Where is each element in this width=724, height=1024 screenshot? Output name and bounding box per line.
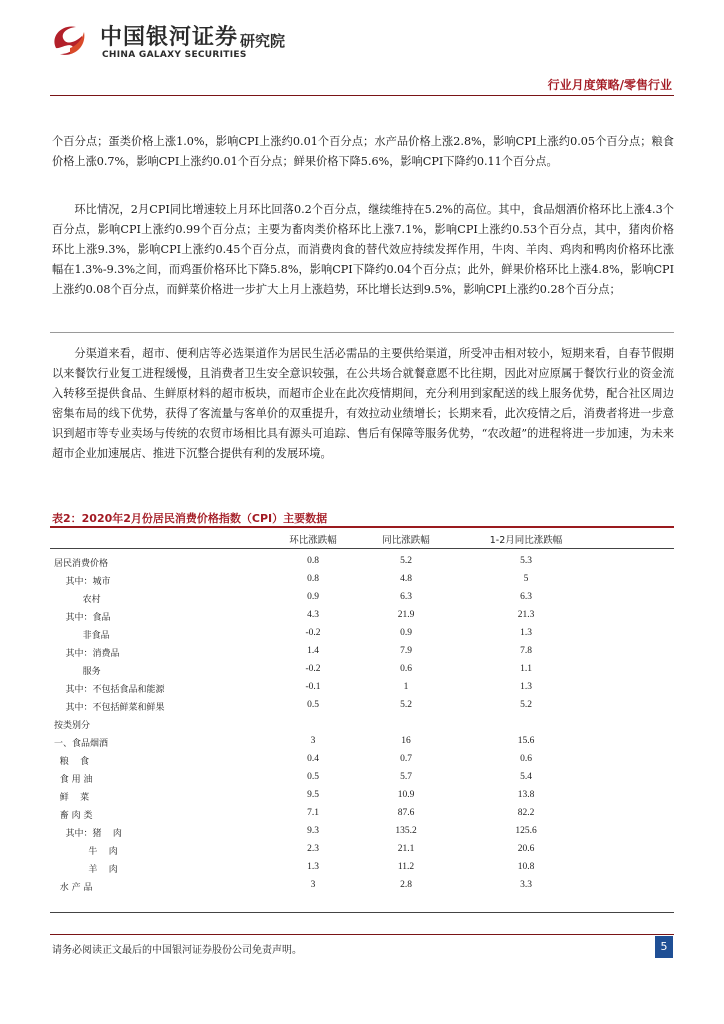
row-label: 鲜 菜 [54,793,90,803]
cell-mom: 2.3 [307,844,319,854]
col-header-yoy: 同比涨跌幅 [382,535,430,546]
table-row [50,805,674,823]
institute-label: 研究院 [240,32,286,50]
col-header-mom: 环比涨跌幅 [289,535,337,546]
galaxy-logo-icon [46,18,90,62]
cell-ytd: 10.8 [517,862,535,872]
org-name-cn: 中国银河证券 [100,25,239,50]
cell-ytd: 5 [523,574,529,584]
cell-mom: 1.4 [307,646,319,656]
table-row [50,751,674,769]
cell-yoy: 21.1 [397,844,415,854]
table-row [50,769,674,787]
cell-ytd: 5.2 [520,700,532,710]
cell-yoy: 0.6 [400,664,412,674]
cell-mom: 0.8 [307,574,319,584]
cell-mom: 7.1 [307,808,319,818]
cell-mom: 9.5 [307,790,319,800]
cell-mom: 9.3 [307,826,319,836]
row-label: 其中：消费品 [54,649,120,659]
cell-yoy: 5.7 [400,772,412,782]
cell-yoy: 5.2 [400,556,412,566]
row-label: 一、食品烟酒 [54,739,109,749]
section-divider [50,332,674,333]
table-title: 表2：2020年2月份居民消费价格指数（CPI）主要数据 [52,512,328,525]
paragraph-3: 分渠道来看，超市、便利店等必选渠道作为居民生活必需品的主要供给渠道，所受冲击相对较小，短期来看，自春节假期以来餐饮行业复工进程缓慢，且消费者卫生安全意识较强，在公共场合就餐意愿不比往期，因此对应原属于餐饮行业的资金流入转移至提供食品、生鲜原材料的超市板块，而超市企业在此次疫情期间，充分利用到家配送的线上服务优势，配合社区周边密集布局的线下优势，获得了客流量与客单价的双重提升，有效拉动业绩增长；长期来看，此次疫情之后，消费者将进一步意识到超市等专业卖场与传统的农贸市场相比具有源头可追踪、售后有保障等服务优势，“农改超”的进程将进一步加速，为未来超市企业加速展店、推进下沉整合提供有利的发展环境。 [52,347,674,460]
row-label: 畜 肉 类 [54,811,93,821]
cell-yoy: 21.9 [397,610,415,620]
cell-yoy: 7.9 [400,646,412,656]
row-label: 农村 [54,595,101,605]
cell-yoy: 11.2 [397,862,415,872]
page-number: 5 [655,936,673,958]
row-label: 其中：猪 肉 [54,829,122,839]
table-row [50,643,674,661]
table-row [50,877,674,895]
cell-yoy: 2.8 [400,880,412,890]
cell-mom: -0.1 [305,682,321,692]
cell-ytd: 1.3 [520,628,532,638]
table-row [50,733,674,751]
table-row [50,589,674,607]
cell-yoy: 1 [403,682,409,692]
cell-ytd: 5.4 [520,772,532,782]
row-label: 服务 [54,667,101,677]
table-row [50,823,674,841]
row-label: 水 产 品 [54,883,93,893]
org-name-en: CHINA GALAXY SECURITIES [102,50,247,60]
table-row [50,787,674,805]
row-label: 按类别分 [54,721,91,731]
paragraph-1: 个百分点；蛋类价格上涨1.0%，影响CPI上涨约0.01个百分点；水产品价格上涨2.8%，影响CPI上涨约0.05个百分点；粮食价格上涨0.7%，影响CPI上涨约0.01个百分点；鲜果价格下降5.6%，影响CPI下降约0.11个百分点。 [52,135,674,168]
cell-ytd: 3.3 [520,880,532,890]
table-row [50,625,674,643]
cell-ytd: 0.6 [520,754,532,764]
table-row [50,859,674,877]
cell-mom: -0.2 [305,664,321,674]
cell-yoy: 16 [401,736,411,746]
row-label: 粮 食 [54,757,90,767]
cell-mom: 4.3 [307,610,319,620]
cell-mom: 0.8 [307,556,319,566]
table-row [50,661,674,679]
cell-mom: 0.4 [307,754,319,764]
cell-mom: 0.9 [307,592,319,602]
paragraph-2: 环比情况，2月CPI同比增速较上月环比回落0.2个百分点，继续维持在5.2%的高位。其中，食品烟酒价格环比上涨4.3个百分点，影响CPI上涨约0.99个百分点；主要为畜肉类价格环比上涨7.1%，影响CPI上涨约0.53个百分点，其中，猪肉价格环比上涨9.3%，影响CPI上涨约0.45个百分点，而消费肉食的替代效应持续发挥作用，牛肉、羊肉、鸡肉和鸭肉价格环比涨幅在1.3%-9.3%之间，而鸡蛋价格环比下降5.8%，影响CPI下降约0.04个百分点；此外，鲜果价格环比上涨4.8%，影响CPI上涨约0.08个百分点，而鲜菜价格进一步扩大上月上涨趋势，环比增长达到9.5%，影响CPI上涨约0.28个百分点； [52,203,674,296]
row-label: 食 用 油 [54,775,93,785]
cell-ytd: 6.3 [520,592,532,602]
cell-yoy: 4.8 [400,574,412,584]
col-header-ytd: 1-2月同比涨跌幅 [489,535,563,546]
cell-ytd: 125.6 [515,826,537,836]
cell-mom: 0.5 [307,700,319,710]
cell-yoy: 10.9 [397,790,415,800]
row-label: 其中：食品 [54,613,111,623]
row-label: 其中：不包括食品和能源 [54,685,165,695]
footer-divider [50,934,674,935]
table-row [50,715,674,733]
footer-disclaimer: 请务必阅读正文最后的中国银河证券股份公司免责声明。 [52,945,302,956]
report-category: 行业月度策略/零售行业 [547,78,672,92]
cell-ytd: 82.2 [517,808,535,818]
table-row [50,679,674,697]
table-bottom-rule [50,912,674,913]
cell-yoy: 0.9 [400,628,412,638]
cell-mom: -0.2 [305,628,321,638]
cell-mom: 0.5 [307,772,319,782]
cell-mom: 1.3 [307,862,319,872]
cell-ytd: 7.8 [520,646,532,656]
cell-ytd: 5.3 [520,556,532,566]
cell-mom: 3 [310,736,316,746]
cell-yoy: 0.7 [400,754,412,764]
table-header-rule [50,548,674,549]
row-label: 非食品 [54,631,110,641]
cell-yoy: 87.6 [397,808,415,818]
cell-ytd: 13.8 [517,790,535,800]
table-row [50,571,674,589]
table-top-rule [50,526,674,528]
cell-yoy: 6.3 [400,592,412,602]
cell-yoy: 135.2 [395,826,417,836]
table-row [50,553,674,571]
cell-ytd: 15.6 [517,736,535,746]
row-label: 羊 肉 [54,865,118,875]
cell-yoy: 5.2 [400,700,412,710]
table-row [50,841,674,859]
cell-ytd: 1.1 [520,664,532,674]
row-label: 其中：不包括鲜菜和鲜果 [54,703,165,713]
row-label: 牛 肉 [54,847,118,857]
cell-mom: 3 [310,880,316,890]
table-row [50,697,674,715]
row-label: 居民消费价格 [54,559,109,569]
header-divider [50,95,674,96]
cell-ytd: 1.3 [520,682,532,692]
table-row [50,607,674,625]
cell-ytd: 20.6 [517,844,535,854]
cell-ytd: 21.3 [517,610,535,620]
row-label: 其中：城市 [54,577,111,587]
